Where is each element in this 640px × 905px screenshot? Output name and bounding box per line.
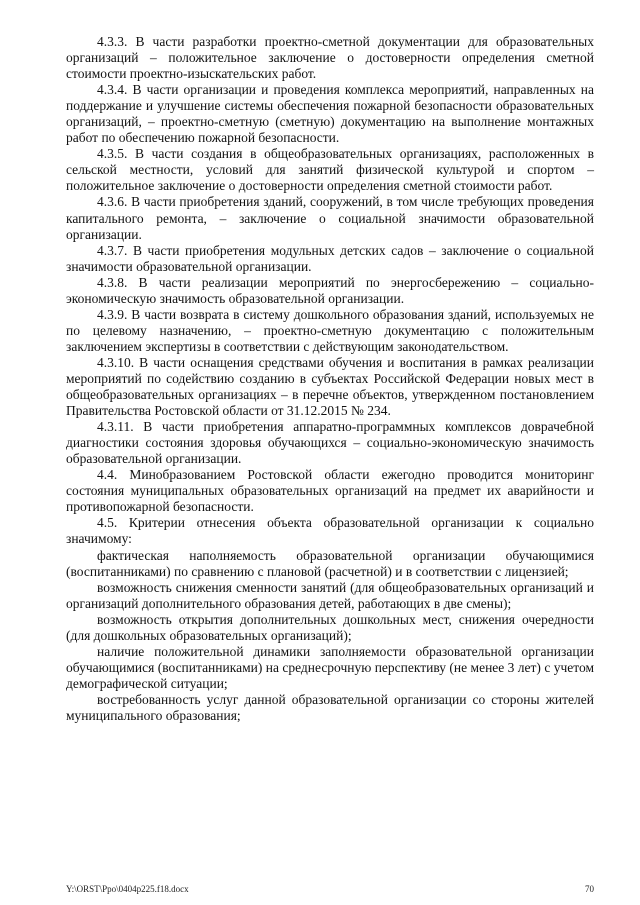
footer-file-path: Y:\ORST\Ppo\0404p225.f18.docx: [66, 884, 189, 894]
paragraph-4-3-3: 4.3.3. В части разработки проектно-сметной документации для образовательных организаций – положительное заключение о достоверности определения сметной стоимости проектно-изыскательских работ.: [66, 34, 594, 82]
paragraph-4-4: 4.4. Минобразованием Ростовской области ежегодно проводится мониторинг состояния муниципальных образовательных организаций на предмет их аварийности и противопожарной безопасности.: [66, 467, 594, 515]
paragraph-4-3-8: 4.3.8. В части реализации мероприятий по энергосбережению – социально-экономическую значимость образовательной организации.: [66, 274, 594, 306]
criterion-service-demand: востребованность услуг данной образовательной организации со стороны жителей муниципального образования;: [66, 691, 594, 723]
paragraph-4-3-7: 4.3.7. В части приобретения модульных детских садов – заключение о социальной значимости образовательной организации.: [66, 242, 594, 274]
document-body: [66, 34, 594, 724]
criterion-occupancy: фактическая наполняемость образовательной организации обучающимися (воспитанниками) по сравнению с плановой (расчетной) и в соответствии с лицензией;: [66, 547, 594, 579]
paragraph-4-3-11: 4.3.11. В части приобретения аппаратно-программных комплексов доврачебной диагностики состояния здоровья обучающихся – социально-экономическую значимость образовательной организации.: [66, 419, 594, 467]
paragraph-4-3-10: 4.3.10. В части оснащения средствами обучения и воспитания в рамках реализации мероприятий по содействию созданию в субъектах Российской Федерации новых мест в общеобразовательных организациях – в перечне объектов, утвержденном постановлением Правительства Ростовской области от 31.12.2015 № 234.: [66, 354, 594, 419]
criterion-shift-reduction: возможность снижения сменности занятий (для общеобразовательных организаций и организаций дополнительного образования детей, работающих в две смены);: [66, 579, 594, 611]
page-footer: [66, 884, 594, 894]
paragraph-4-3-4: 4.3.4. В части организации и проведения комплекса мероприятий, направленных на поддержание и улучшение системы обеспечения пожарной безопасности образовательных организаций, – проектно-сметную (сметную) документацию на выполнение монтажных работ по обеспечению пожарной безопасности.: [66, 82, 594, 146]
criterion-enrollment-dynamics: наличие положительной динамики заполняемости образовательной организации обучающимися (воспитанниками) на среднесрочную перспективу (не менее 3 лет) с учетом демографической ситуации;: [66, 643, 594, 691]
criterion-preschool-places: возможность открытия дополнительных дошкольных мест, снижения очередности (для дошкольных образовательных организаций);: [66, 611, 594, 643]
paragraph-4-3-6: 4.3.6. В части приобретения зданий, сооружений, в том числе требующих проведения капитального ремонта, – заключение о социальной значимости образовательной организации.: [66, 194, 594, 242]
paragraph-4-5: 4.5. Критерии отнесения объекта образовательной организации к социально значимому:: [66, 515, 594, 547]
paragraph-4-3-5: 4.3.5. В части создания в общеобразовательных организациях, расположенных в сельской местности, условий для занятий физической культурой и спортом – положительное заключение о достоверности определения сметной стоимости работ.: [66, 146, 594, 194]
paragraph-4-3-9: 4.3.9. В части возврата в систему дошкольного образования зданий, используемых не по целевому назначению, – проектно-сметную документацию с положительным заключением экспертизы в соответствии с действующим законодательством.: [66, 306, 594, 354]
page-number: 70: [585, 884, 594, 894]
